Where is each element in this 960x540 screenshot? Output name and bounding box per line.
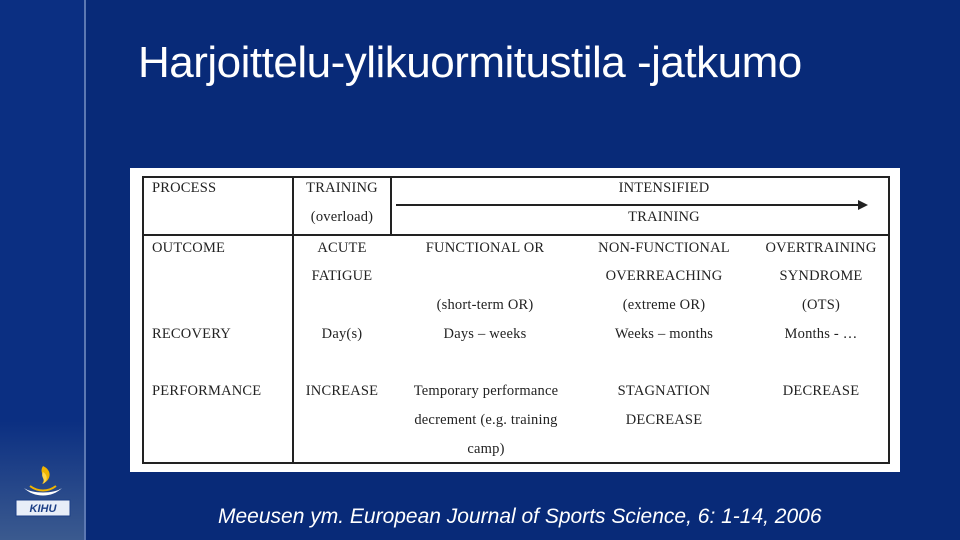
nonfunctional-line-1: NON-FUNCTIONAL [598,240,730,256]
acute-line-1: ACUTE [317,240,367,256]
recovery-weeks-months: Weeks – months [614,326,714,342]
figure-divider-vertical-2 [390,178,392,234]
performance-increase: INCREASE [305,383,379,399]
intensified-top: INTENSIFIED [618,180,710,196]
kihu-logo-icon [8,462,78,522]
training-overtraining-figure [130,168,900,472]
training-sub: (overload) [310,209,374,225]
training-top: TRAINING [306,180,378,196]
outcome-label: OUTCOME [152,240,226,256]
performance-decrease: DECREASE [782,383,860,399]
recovery-days: Day(s) [321,326,363,342]
ots-line-2: SYNDROME [779,268,863,284]
acute-line-2: FATIGUE [311,268,373,284]
ots-line-3: (OTS) [801,297,841,313]
left-sidebar-strip [0,0,84,540]
performance-label: PERFORMANCE [152,383,262,399]
intensified-sub: TRAINING [628,209,700,225]
ots-line-1: OVERTRAINING [765,240,877,256]
slide-title: Harjoittelu-ylikuormitustila -jatkumo [138,38,802,87]
performance-temporary-line-3: camp) [467,441,505,457]
performance-stagnation: STAGNATION [617,383,711,399]
performance-stagnation-decrease: DECREASE [625,412,703,428]
recovery-days-weeks: Days – weeks [443,326,527,342]
intensified-arrow-line [396,204,860,206]
nonfunctional-line-2: OVERREACHING [605,268,723,284]
performance-temporary-line-2: decrement (e.g. training [414,412,558,428]
recovery-months: Months - … [784,326,858,342]
process-label: PROCESS [152,180,217,196]
kihu-logo [8,462,78,522]
sidebar-divider [84,0,86,540]
figure-frame [142,176,890,464]
intensified-arrow-head [858,200,868,210]
nonfunctional-line-3: (extreme OR) [622,297,706,313]
performance-temporary-line-1: Temporary performance [413,383,559,399]
kihu-logo-text: KIHU [29,503,57,515]
figure-divider-horizontal [144,234,889,236]
functional-line-3: (short-term OR) [436,297,534,313]
recovery-label: RECOVERY [152,326,231,342]
citation-text: Meeusen ym. European Journal of Sports Science, 6: 1-14, 2006 [218,505,822,528]
functional-line-1: FUNCTIONAL OR [425,240,545,256]
